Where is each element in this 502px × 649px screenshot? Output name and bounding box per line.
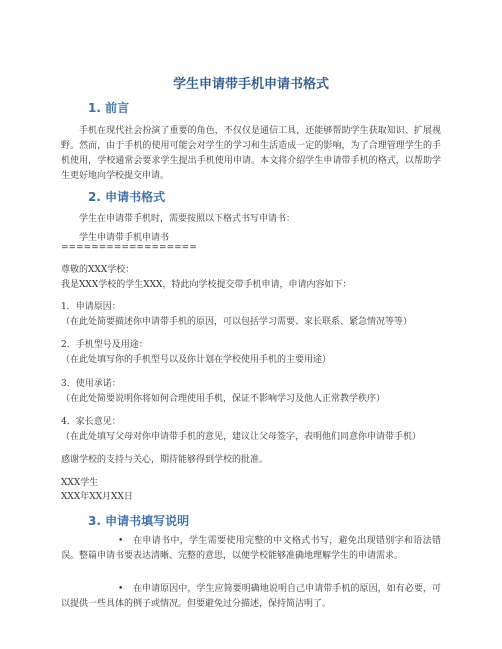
section-1-paragraph: 手机在现代社会扮演了重要的角色，不仅仅是通信工具，还能够帮助学生获取知识、扩展视野。然而，由于手机的使用可能会对学生的学习和生活造成一定的影响，为了合理管理学生的手机使用，学校通常会要求学生提出手机使用申请。本文将介绍学生申请带手机的格式，以帮助学生更好地向学校提交申请。 xyxy=(61,126,441,181)
section-2-intro: 学生在申请带手机时，需要按照以下格式书写申请书： xyxy=(79,214,296,224)
template-opening: 我是XXX学校的学生XXX，特此向学校提交带手机申请，申请内容如下： xyxy=(61,280,352,290)
item-2-note: （在此处填写你的手机型号以及你计划在学校使用手机的主要用途） xyxy=(61,355,332,365)
item-3-note: （在此处简要说明你将如何合理使用手机，保证不影响学习及他人正常教学秩序） xyxy=(61,394,386,404)
template-underline: ================== xyxy=(61,243,197,253)
template-thanks: 感谢学校的支持与关心，期待能够得到学校的批准。 xyxy=(61,455,269,465)
template-sign-name: XXX学生 xyxy=(61,478,99,488)
item-1-note: （在此处简要描述你申请带手机的原因，可以包括学习需要、家长联系、紧急情况等等） xyxy=(61,317,413,327)
bullet-2-text: 在申请原因中，学生应简要明确地说明自己申请带手机的原因，如有必要，可以提供一些具体的例子或情况。但要避免过分描述，保持简洁明了。 xyxy=(61,584,441,609)
item-2-label: 2．手机型号及用途： xyxy=(61,340,148,350)
bullet-1-marker: • xyxy=(118,536,124,546)
section-heading-2: 2. 申请书格式 xyxy=(88,190,166,204)
item-4-label: 4．家长意见： xyxy=(61,417,121,427)
template-greeting: 尊敬的XXX学校： xyxy=(61,265,135,275)
item-1-label: 1．申请原因： xyxy=(61,302,121,312)
section-heading-1: 1. 前言 xyxy=(88,101,130,115)
template-title: 学生申请带手机申请书 xyxy=(79,233,170,243)
bullet-1-text: 在申请书中，学生需要使用完整的中文格式书写，避免出现错别字和语法错误。整篇申请书要表达清晰、完整的意思，以便学校能够准确地理解学生的申请需求。 xyxy=(61,536,441,561)
item-3-label: 3．使用承诺： xyxy=(61,379,121,389)
bullet-2-marker: • xyxy=(118,584,124,594)
template-sign-date: XXX年XX月XX日 xyxy=(61,492,133,502)
document-title: 学生申请带手机申请书格式 xyxy=(172,77,329,92)
item-4-note: （在此处填写父母对你申请带手机的意见，建议让父母签字，表明他们同意你申请带手机） xyxy=(61,432,422,442)
section-heading-3: 3. 申请书填写说明 xyxy=(88,514,190,528)
